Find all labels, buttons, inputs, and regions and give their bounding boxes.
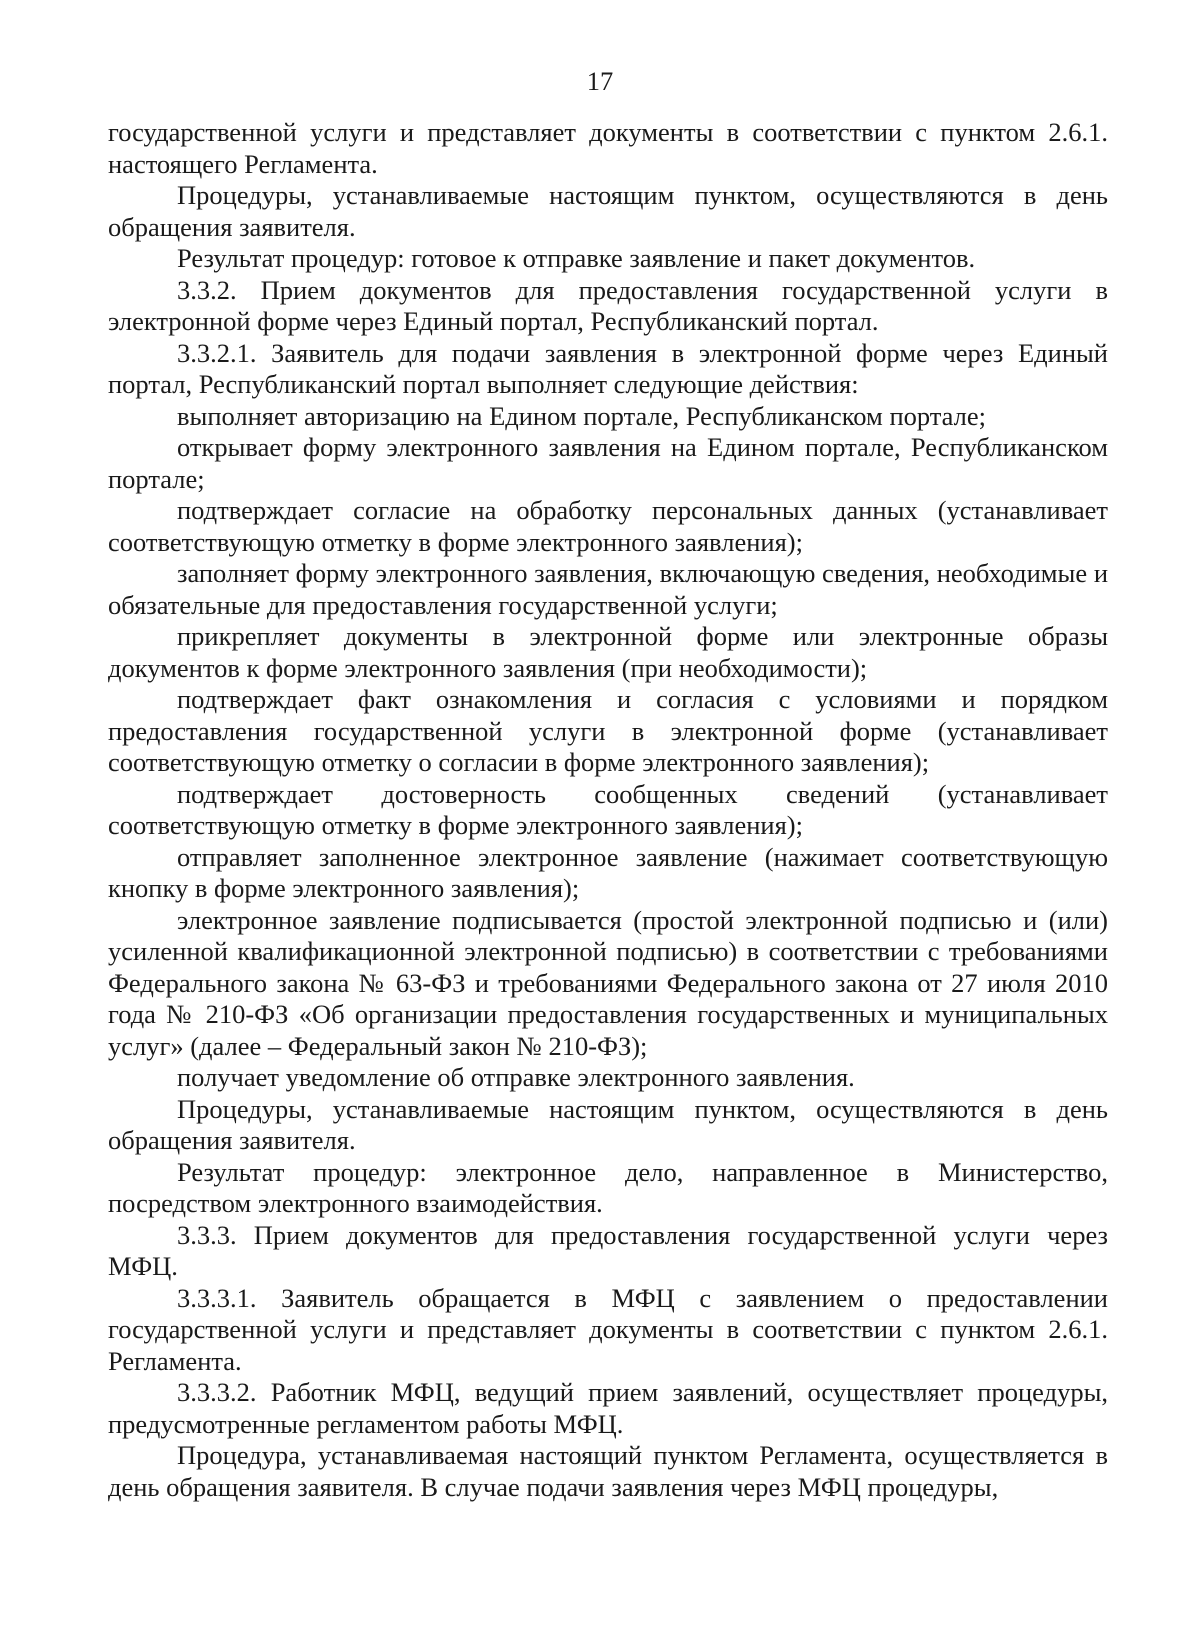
list-item: подтверждает согласие на обработку персональных данных (устанавливает соответствующую отметку в форме электронного заявления); <box>108 495 1108 557</box>
paragraph: государственной услуги и представляет документы в соответствии с пунктом 2.6.1. настоящего Регламента. <box>108 117 1108 179</box>
paragraph: 3.3.2.1. Заявитель для подачи заявления в электронной форме через Единый портал, Республиканский портал выполняет следующие действия: <box>108 337 1108 399</box>
list-item: заполняет форму электронного заявления, включающую сведения, необходимые и обязательные для предоставления государственной услуги; <box>108 558 1108 620</box>
document-body <box>108 117 1108 1503</box>
list-item: подтверждает факт ознакомления и согласия с условиями и порядком предоставления государственной услуги в электронной форме (устанавливает соответствующую отметку о согласии в форме электронного заявления); <box>108 684 1108 777</box>
paragraph: Процедуры, устанавливаемые настоящим пунктом, осуществляются в день обращения заявителя. <box>108 180 1108 242</box>
list-item: отправляет заполненное электронное заявление (нажимает соответствующую кнопку в форме электронного заявления); <box>108 841 1108 903</box>
list-item: электронное заявление подписывается (простой электронной подписью и (или) усиленной квалификационной электронной подписью) в соответствии с требованиями Федерального закона № 63-ФЗ и требованиями Федерального закона от 27 июля 2010 года № 210-ФЗ «Об организации предоставления государственных и муниципальных услуг» (далее – Федеральный закон № 210-ФЗ); <box>108 904 1108 1061</box>
page-number: 17 <box>586 66 614 96</box>
list-item: прикрепляет документы в электронной форме или электронные образы документов к форме электронного заявления (при необходимости); <box>108 621 1108 683</box>
paragraph: 3.3.3.2. Работник МФЦ, ведущий прием заявлений, осуществляет процедуры, предусмотренные регламентом работы МФЦ. <box>108 1377 1108 1439</box>
section-heading: 3.3.3. Прием документов для предоставления государственной услуги через МФЦ. <box>108 1219 1108 1281</box>
list-item: получает уведомление об отправке электронного заявления. <box>177 1062 855 1092</box>
list-item: открывает форму электронного заявления на Едином портале, Республиканском портале; <box>108 432 1108 494</box>
paragraph: Результат процедур: электронное дело, направленное в Министерство, посредством электронного взаимодействия. <box>108 1156 1108 1218</box>
paragraph: 3.3.3.1. Заявитель обращается в МФЦ с заявлением о предоставлении государственной услуги и представляет документы в соответствии с пунктом 2.6.1. Регламента. <box>108 1282 1108 1376</box>
paragraph: Результат процедур: готовое к отправке заявление и пакет документов. <box>177 243 976 273</box>
paragraph: Процедуры, устанавливаемые настоящим пунктом, осуществляются в день обращения заявителя. <box>108 1093 1108 1155</box>
list-item: подтверждает достоверность сообщенных сведений (устанавливает соответствующую отметку в форме электронного заявления); <box>108 778 1108 840</box>
section-heading: 3.3.2. Прием документов для предоставления государственной услуги в электронной форме через Единый портал, Республиканский портал. <box>108 274 1108 336</box>
paragraph: Процедура, устанавливаемая настоящий пунктом Регламента, осуществляется в день обращения заявителя. В случае подачи заявления через МФЦ процедуры, <box>108 1440 1108 1502</box>
list-item: выполняет авторизацию на Едином портале, Республиканском портале; <box>177 400 987 431</box>
